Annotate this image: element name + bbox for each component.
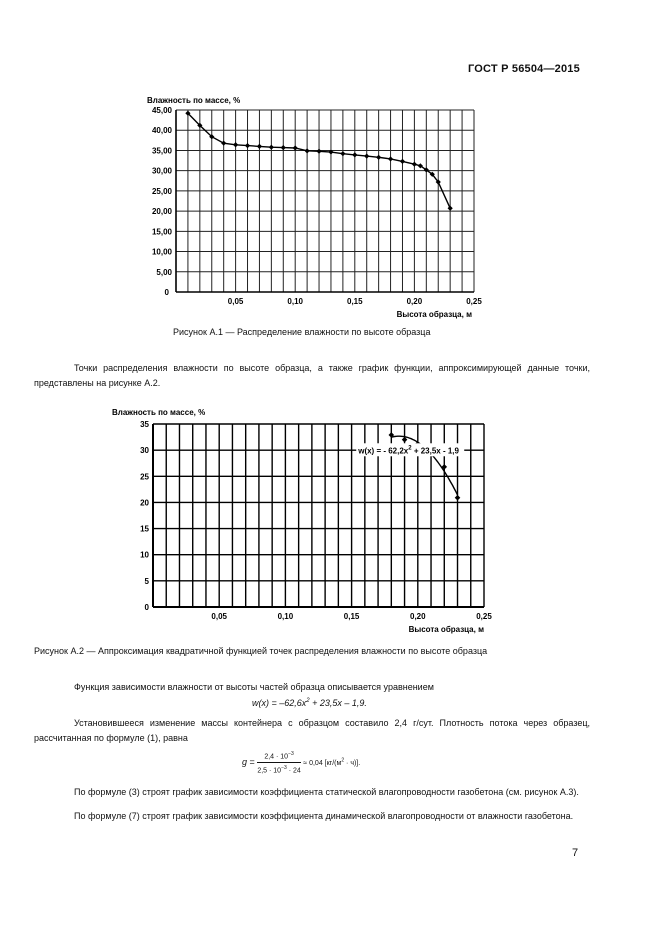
paragraph-function-description: Функция зависимости влажности от высоты частей образца описывается уравнением bbox=[74, 682, 434, 692]
y-tick-label: 10,00 bbox=[151, 247, 172, 257]
y-tick-label: 5 bbox=[144, 576, 149, 586]
formula-result: ≈ 0,04 $[кг/(м^2 \cdot ч)]$. bbox=[303, 757, 361, 768]
data-point bbox=[400, 159, 405, 164]
origin-label: 0 bbox=[144, 603, 149, 612]
data-point bbox=[388, 156, 393, 161]
document-code: ГОСТ Р 56504—2015 bbox=[468, 63, 580, 75]
data-point bbox=[269, 145, 274, 150]
equation-exponent: 2 bbox=[306, 698, 310, 704]
equation-prefix: w(x) = –62,6x bbox=[252, 698, 307, 708]
data-point bbox=[455, 495, 461, 501]
y-tick-label: 30 bbox=[140, 446, 149, 456]
data-point bbox=[412, 162, 417, 167]
x-tick-label: 0,25 bbox=[466, 297, 482, 306]
x-tick-label: 0,10 bbox=[277, 612, 294, 621]
y-tick-label: 10 bbox=[140, 550, 149, 560]
y-tick-label: 5,00 bbox=[156, 267, 172, 277]
paragraph-dynamic-conductivity: По формуле (7) строят график зависимости коэффициента динамической влагопроводности от влажности газобетона. bbox=[74, 811, 574, 821]
y-axis-title: Влажность по массе, % bbox=[112, 408, 206, 417]
fraction bbox=[257, 749, 300, 777]
x-tick-label: 0,15 bbox=[343, 612, 360, 621]
fraction-denominator: $2,5 \cdot 10^{-3} \cdot 24$ bbox=[257, 765, 301, 775]
formula-label: w(x) = - $62,2x^2 + 23,5x - 1,9$ bbox=[358, 445, 459, 456]
fraction-numerator: $2,4 \cdot 10^{-3}$ bbox=[257, 749, 300, 763]
equation-w-of-x bbox=[252, 698, 367, 708]
equals-sign: = bbox=[249, 757, 255, 768]
figure-1-caption: Рисунок А.1 — Распределение влажности по высоте образца bbox=[173, 327, 431, 337]
page-number: 7 bbox=[572, 847, 579, 859]
y-tick-label: 25,00 bbox=[151, 186, 172, 196]
data-point bbox=[448, 206, 453, 211]
y-tick-label: 30,00 bbox=[151, 166, 172, 176]
x-tick-label: 0,25 bbox=[476, 612, 492, 621]
data-point bbox=[352, 152, 357, 157]
data-point bbox=[340, 151, 345, 156]
figure-2-caption: Рисунок А.2 — Аппроксимация квадратичной функцией точек распределения влажности по высоте образца bbox=[34, 646, 488, 656]
data-point bbox=[257, 144, 262, 149]
x-tick-label: 0,20 bbox=[406, 297, 423, 306]
data-point bbox=[364, 154, 369, 159]
data-point bbox=[293, 145, 298, 150]
data-point bbox=[221, 141, 226, 146]
data-point bbox=[316, 149, 321, 154]
origin-label: 0 bbox=[164, 288, 169, 297]
y-tick-label: 40,00 bbox=[151, 126, 172, 136]
y-tick-label: 25 bbox=[140, 472, 149, 482]
y-tick-label: 35 bbox=[140, 420, 149, 429]
x-tick-label: 0,05 bbox=[211, 612, 227, 621]
x-axis-title: Высота образца, м bbox=[396, 310, 472, 319]
paragraph-mass-change: Установившееся изменение массы контейнера с образцом составило 2,4 г/сут. Плотность потока через образец, рассчитанная по формуле (1), равна bbox=[34, 718, 590, 743]
data-point bbox=[305, 148, 310, 153]
y-tick-label: 15,00 bbox=[151, 227, 172, 237]
paragraph-static-conductivity: По формуле (3) строят график зависимости коэффициента статической влагопроводности газобетона (см. рисунок А.3). bbox=[74, 787, 579, 797]
x-tick-label: 0,05 bbox=[227, 297, 244, 306]
y-tick-label: 20,00 bbox=[151, 207, 172, 217]
y-tick-label: 45,00 bbox=[151, 106, 172, 115]
x-tick-label: 0,10 bbox=[287, 297, 303, 306]
g-symbol: g bbox=[242, 757, 248, 768]
data-point bbox=[281, 145, 286, 150]
paragraph-figure-reference: Точки распределения влажности по высоте образца, а также график функции, аппроксимирующей данные точки, представлены на рисунке А.2. bbox=[34, 363, 590, 388]
y-tick-label: 15 bbox=[140, 524, 149, 534]
y-axis-title: Влажность по массе, % bbox=[147, 96, 241, 105]
x-tick-label: 0,20 bbox=[410, 612, 426, 621]
data-point bbox=[376, 155, 381, 160]
flux-density-formula bbox=[242, 749, 360, 777]
x-axis-title: Высота образца, м bbox=[408, 625, 484, 634]
y-tick-label: 20 bbox=[140, 498, 149, 508]
humidity-distribution-chart bbox=[135, 88, 495, 319]
data-point bbox=[245, 143, 250, 148]
equation-suffix: + 23,5x – 1,9. bbox=[309, 698, 367, 708]
x-tick-label: 0,15 bbox=[347, 297, 363, 306]
quadratic-approximation-chart bbox=[100, 402, 500, 632]
y-tick-label: 35,00 bbox=[151, 146, 172, 156]
data-point bbox=[233, 142, 238, 147]
